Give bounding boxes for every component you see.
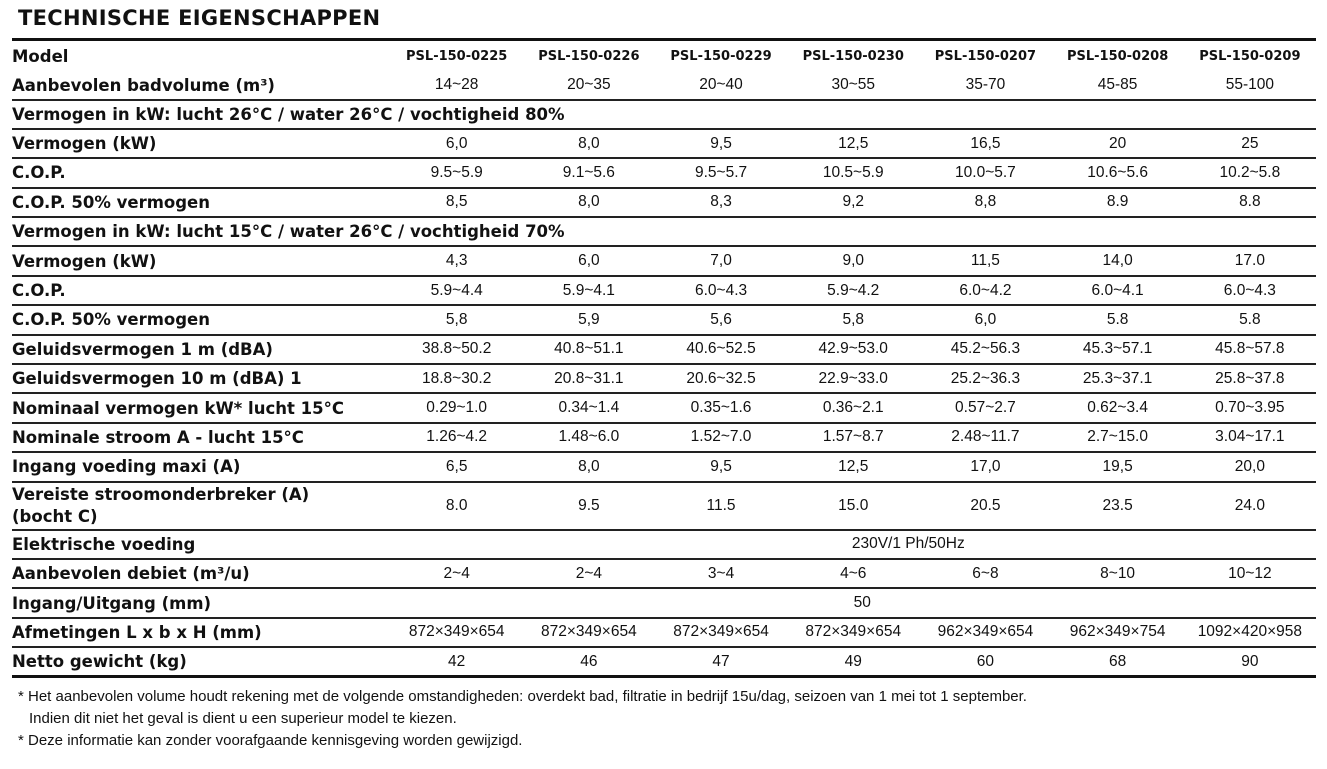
cell-value: 6.0~4.3 xyxy=(1223,281,1276,299)
table-row xyxy=(12,647,1316,676)
model-name: PSL-150-0209 xyxy=(1199,48,1301,64)
cell-value: 90 xyxy=(1241,652,1259,670)
cell-value: 6.0~4.2 xyxy=(959,281,1012,299)
cell-value: 872×349×654 xyxy=(805,623,902,641)
cell-value: 42.9~53.0 xyxy=(818,340,888,358)
cell-value: 0.34~1.4 xyxy=(558,399,620,417)
cell-value: 5,6 xyxy=(710,310,732,328)
cell-value: 6.0~4.3 xyxy=(694,281,748,299)
spec-table xyxy=(12,38,1316,678)
cell-value: 10~12 xyxy=(1228,564,1272,582)
cell-value: 1.26~4.2 xyxy=(426,428,488,446)
cell-value: 8,3 xyxy=(710,193,732,211)
cell-value: 2~4 xyxy=(443,564,470,582)
cell-value: 24.0 xyxy=(1234,496,1265,514)
row-label: Nominale stroom A - lucht 15°C xyxy=(12,427,304,447)
model-name: PSL-150-0207 xyxy=(934,48,1037,64)
cell-value: 20~40 xyxy=(699,76,743,93)
cell-value: 9.5 xyxy=(578,496,600,514)
cell-value: 5.9~4.4 xyxy=(430,281,483,299)
cell-value: 872×349×654 xyxy=(541,623,637,641)
cell-value: 18.8~30.2 xyxy=(421,369,492,387)
cell-value: 45-85 xyxy=(1097,76,1138,93)
table-row xyxy=(12,129,1316,158)
cell-value: 2.48~11.7 xyxy=(951,428,1020,446)
cell-value: 10.6~5.6 xyxy=(1087,163,1148,181)
table-row xyxy=(12,158,1316,187)
section-title: Vermogen in kW: lucht 26°C / water 26°C / vochtigheid 80% xyxy=(12,104,565,124)
row-label: Geluidsvermogen 10 m (dBA) 1 xyxy=(12,369,302,389)
model-row xyxy=(12,40,1316,72)
cell-value: 47 xyxy=(712,652,730,670)
cell-value: 1092×420×958 xyxy=(1197,623,1302,641)
cell-value: 1.48~6.0 xyxy=(558,428,620,446)
cell-value: 45.2~56.3 xyxy=(950,340,1021,358)
cell-value: 20 xyxy=(1108,134,1127,152)
cell-value: 6,5 xyxy=(445,457,468,475)
cell-value: 20.6~32.5 xyxy=(686,369,756,387)
cell-value: 0.35~1.6 xyxy=(690,399,752,417)
cell-value: 45.3~57.1 xyxy=(1082,340,1153,358)
table-row xyxy=(12,588,1316,617)
footnote: Indien dit niet het geval is dient u een superieur model te kiezen. xyxy=(29,710,457,727)
table-row xyxy=(12,530,1316,559)
row-label: Vermogen (kW) xyxy=(12,251,157,271)
table-row xyxy=(12,452,1316,481)
cell-value: 4,3 xyxy=(445,252,468,270)
cell-value: 11.5 xyxy=(706,496,736,514)
cell-value: 11,5 xyxy=(970,252,1000,270)
cell-value: 45.8~57.8 xyxy=(1215,340,1285,358)
model-name: PSL-150-0208 xyxy=(1066,48,1169,64)
page-title: TECHNISCHE EIGENSCHAPPEN xyxy=(18,6,381,30)
cell-value: 9,0 xyxy=(842,252,865,270)
cell-value: 10.0~5.7 xyxy=(955,163,1016,181)
cell-value: 8.9 xyxy=(1106,193,1129,211)
cell-value: 6~8 xyxy=(972,564,999,582)
cell-value: 0.62~3.4 xyxy=(1087,399,1148,417)
footnotes xyxy=(18,686,1027,752)
cell-value: 8~10 xyxy=(1100,564,1136,582)
cell-value: 9.5~5.7 xyxy=(694,163,748,181)
cell-value: 17,0 xyxy=(970,457,1001,475)
cell-value: 5,8 xyxy=(445,310,468,328)
table-row xyxy=(12,276,1316,305)
cell-value: 8,8 xyxy=(974,193,997,211)
cell-value: 19,5 xyxy=(1102,457,1133,475)
cell-value: 5.8 xyxy=(1106,310,1129,328)
cell-value: 6,0 xyxy=(578,252,600,270)
table-row xyxy=(12,188,1316,217)
cell-value: 12,5 xyxy=(838,457,869,475)
cell-value: 8,0 xyxy=(578,193,600,211)
cell-value: 962×349×754 xyxy=(1069,623,1166,641)
cell-value: 5,9 xyxy=(578,310,600,328)
cell-value: 8,0 xyxy=(578,457,600,475)
model-name: PSL-150-0225 xyxy=(406,48,508,64)
row-label: Geluidsvermogen 1 m (dBA) xyxy=(12,339,273,359)
table-row xyxy=(12,335,1316,364)
row-label: Afmetingen L x b x H (mm) xyxy=(12,622,262,642)
cell-value: 10.2~5.8 xyxy=(1219,163,1281,181)
row-label: C.O.P. xyxy=(12,163,66,183)
cell-value: 9,5 xyxy=(710,134,732,152)
table-row xyxy=(12,393,1316,422)
cell-value: 10.5~5.9 xyxy=(822,163,884,181)
cell-value: 38.8~50.2 xyxy=(421,340,492,358)
cell-value: 25 xyxy=(1241,134,1259,152)
cell-value: 8.0 xyxy=(445,496,468,514)
cell-value: 8.8 xyxy=(1239,193,1261,211)
row-label: C.O.P. xyxy=(12,281,66,301)
table-row xyxy=(12,305,1316,334)
cell-value: 23.5 xyxy=(1102,496,1133,514)
cell-value: 5.9~4.2 xyxy=(827,281,880,299)
cell-value: 0.57~2.7 xyxy=(955,399,1016,417)
section-header xyxy=(12,217,1316,246)
table-row xyxy=(12,618,1316,647)
row-label-line: (bocht C) xyxy=(12,506,98,526)
cell-value: 230V/1 Ph/50Hz xyxy=(851,535,965,553)
cell-value: 3~4 xyxy=(707,564,735,582)
model-name: PSL-150-0230 xyxy=(802,48,904,64)
cell-value: 2~4 xyxy=(575,564,602,582)
cell-value: 14~28 xyxy=(434,76,479,93)
cell-value: 1.57~8.7 xyxy=(822,428,884,446)
cell-value: 5.8 xyxy=(1239,310,1261,328)
model-name: PSL-150-0229 xyxy=(670,48,772,64)
cell-value: 2.7~15.0 xyxy=(1087,428,1148,446)
volume-row xyxy=(12,72,1316,100)
table-row xyxy=(12,246,1316,275)
row-label: C.O.P. 50% vermogen xyxy=(12,192,210,212)
cell-value: 16,5 xyxy=(970,134,1001,152)
cell-value: 0.29~1.0 xyxy=(426,399,488,417)
cell-value: 9.1~5.6 xyxy=(562,163,615,181)
table-row xyxy=(12,559,1316,588)
cell-value: 5.9~4.1 xyxy=(562,281,615,299)
cell-value: 962×349×654 xyxy=(937,623,1034,641)
cell-value: 40.6~52.5 xyxy=(686,340,756,358)
cell-value: 42 xyxy=(448,652,466,670)
cell-value: 25.8~37.8 xyxy=(1215,369,1285,387)
cell-value: 30~55 xyxy=(831,76,875,93)
footnote: * Het aanbevolen volume houdt rekening met de volgende omstandigheden: overdekt bad, filtratie in bedrijf 15u/dag, seizoen van 1 mei tot 1 september. xyxy=(18,688,1027,705)
cell-value: 20,0 xyxy=(1234,457,1265,475)
cell-value: 35-70 xyxy=(965,76,1006,93)
cell-value: 12,5 xyxy=(838,134,869,152)
footnote: * Deze informatie kan zonder voorafgaande kennisgeving worden gewijzigd. xyxy=(18,732,523,749)
cell-value: 8,5 xyxy=(445,193,468,211)
cell-value: 68 xyxy=(1108,652,1127,670)
row-label-line: Vereiste stroomonderbreker (A) xyxy=(12,484,310,504)
row-label: Vermogen (kW) xyxy=(12,134,157,154)
section-header xyxy=(12,100,1316,129)
cell-value: 6.0~4.1 xyxy=(1091,281,1144,299)
row-label: Nominaal vermogen kW* lucht 15°C xyxy=(12,398,344,418)
cell-value: 25.3~37.1 xyxy=(1082,369,1153,387)
row-label: Aanbevolen badvolume (m³) xyxy=(12,75,275,95)
cell-value: 9,5 xyxy=(710,457,732,475)
cell-value: 0.36~2.1 xyxy=(822,399,884,417)
row-label: Aanbevolen debiet (m³/u) xyxy=(12,564,250,584)
cell-value: 20.5 xyxy=(970,496,1001,514)
cell-value: 4~6 xyxy=(840,564,867,582)
cell-value: 20.8~31.1 xyxy=(554,369,624,387)
cell-value: 50 xyxy=(853,594,871,612)
cell-value: 872×349×654 xyxy=(408,623,505,641)
cell-value: 15.0 xyxy=(838,496,869,514)
row-label xyxy=(12,482,391,530)
cell-value: 49 xyxy=(844,652,862,670)
cell-value: 5,8 xyxy=(842,310,865,328)
section-title: Vermogen in kW: lucht 15°C / water 26°C / vochtigheid 70% xyxy=(12,222,565,242)
row-label: C.O.P. 50% vermogen xyxy=(12,310,210,330)
cell-value: 60 xyxy=(976,652,995,670)
model-name: PSL-150-0226 xyxy=(538,48,640,64)
cell-value: 1.52~7.0 xyxy=(690,428,752,446)
row-label: Elektrische voeding xyxy=(12,534,196,554)
cell-value: 22.9~33.0 xyxy=(818,369,888,387)
cell-value: 9,2 xyxy=(842,193,865,211)
cell-value: 40.8~51.1 xyxy=(554,340,624,358)
cell-value: 17.0 xyxy=(1234,252,1265,270)
cell-value: 872×349×654 xyxy=(673,623,769,641)
cell-value: 9.5~5.9 xyxy=(430,163,483,181)
cell-value: 7,0 xyxy=(710,252,732,270)
cell-value: 6,0 xyxy=(445,134,468,152)
table-row xyxy=(12,364,1316,393)
cell-value: 46 xyxy=(580,652,598,670)
cell-value: 6,0 xyxy=(974,310,997,328)
cell-value: 3.04~17.1 xyxy=(1215,428,1285,446)
row-label: Netto gewicht (kg) xyxy=(12,652,187,672)
cell-value: 14,0 xyxy=(1102,252,1133,270)
cell-value: 55-100 xyxy=(1225,76,1274,93)
table-row xyxy=(12,482,1316,530)
cell-value: 25.2~36.3 xyxy=(950,369,1021,387)
cell-value: 8,0 xyxy=(578,134,600,152)
row-label: Ingang voeding maxi (A) xyxy=(12,457,241,477)
row-label: Ingang/Uitgang (mm) xyxy=(12,593,212,613)
row-label: Model xyxy=(12,46,69,66)
cell-value: 0.70~3.95 xyxy=(1215,399,1285,417)
cell-value: 20~35 xyxy=(567,76,611,93)
table-row xyxy=(12,423,1316,452)
